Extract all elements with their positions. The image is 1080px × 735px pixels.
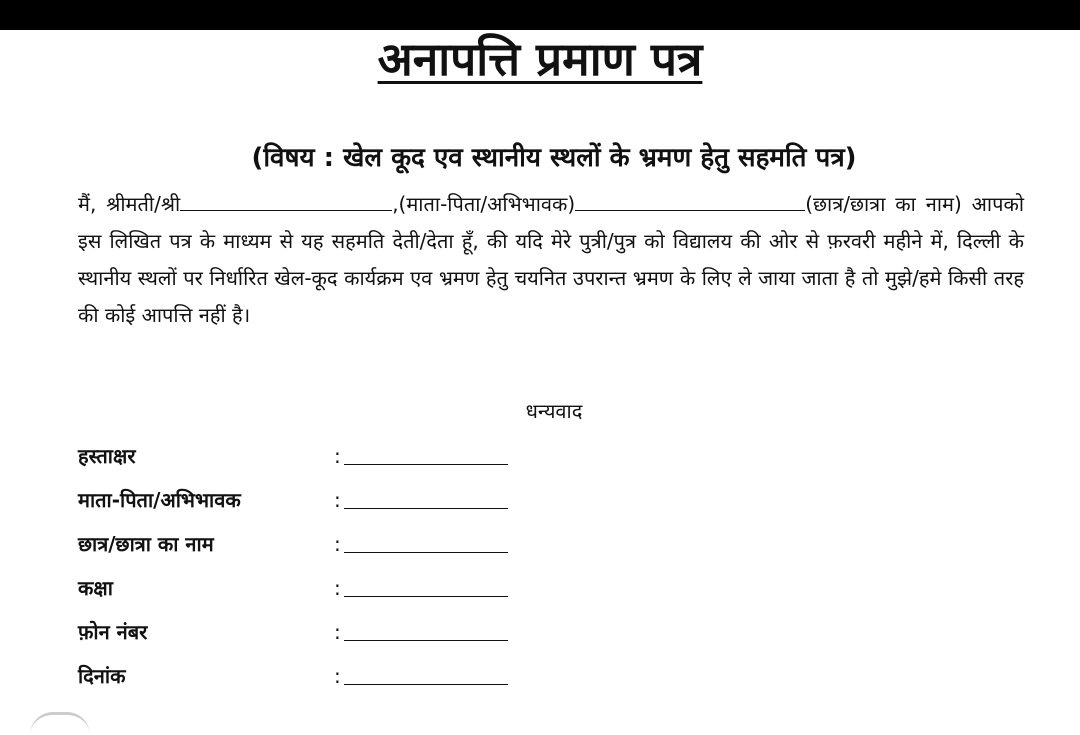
consent-paragraph <box>78 186 1024 334</box>
top-black-bar <box>0 0 1080 30</box>
class-blank-line <box>344 596 508 597</box>
field-label: दिनांक <box>78 664 126 688</box>
field-row-class <box>78 570 578 614</box>
student-name-blank-line <box>344 552 508 553</box>
guardian-blank-line <box>344 508 508 509</box>
thanks-text: धन्यवाद <box>525 399 583 423</box>
field-colon: : <box>334 532 341 556</box>
field-colon: : <box>334 444 341 468</box>
field-colon: : <box>334 488 341 512</box>
document-subject: (विषय : खेल कूद एव स्थानीय स्थलों के भ्रमण हेतु सहमति पत्र) <box>251 143 857 173</box>
field-row-date <box>78 658 578 702</box>
field-label: फ़ोन नंबर <box>78 620 148 644</box>
field-label: छात्र/छात्रा का नाम <box>78 532 214 556</box>
signature-fields <box>78 438 578 702</box>
body-part-1: मैं, श्रीमती/श्री <box>78 192 181 216</box>
field-row-guardian <box>78 482 578 526</box>
field-row-signature <box>78 438 578 482</box>
field-label: हस्ताक्षर <box>78 444 136 468</box>
field-label: कक्षा <box>78 576 113 600</box>
student-name-blank <box>575 188 805 211</box>
phone-blank-line <box>344 640 508 641</box>
signature-blank-line <box>344 464 508 465</box>
field-colon: : <box>334 664 341 688</box>
date-blank-line <box>344 684 508 685</box>
document-title-text: अनापत्ति प्रमाण पत्र <box>377 32 703 86</box>
guardian-name-blank <box>180 188 392 211</box>
field-label: माता-पिता/अभिभावक <box>78 488 241 512</box>
field-colon: : <box>334 620 341 644</box>
body-part-3: (छात्र/छात्रा का नाम) आपको इस लिखित पत्र के माध्यम से यह सहमति देती/देता हूँ, की यदि मेरे पुत्री/पुत्र को विद्यालय की ओर से फ़रवरी महीने में, दिल्ली के स्थानीय स्थलों पर निर्धारित खेल-कूद कार्यक्रम एव भ्रमण हेतु चयनित उपरान्त भ्रमण के लिए ले जाया जाता है तो मुझे/हमे किसी तरह की कोई आपत्ति नहीं है। <box>78 192 1025 327</box>
field-colon: : <box>334 576 341 600</box>
field-row-phone <box>78 614 578 658</box>
field-row-student-name <box>78 526 578 570</box>
body-part-2: ,(माता-पिता/अभिभावक) <box>392 192 576 216</box>
document-title <box>0 30 1080 88</box>
